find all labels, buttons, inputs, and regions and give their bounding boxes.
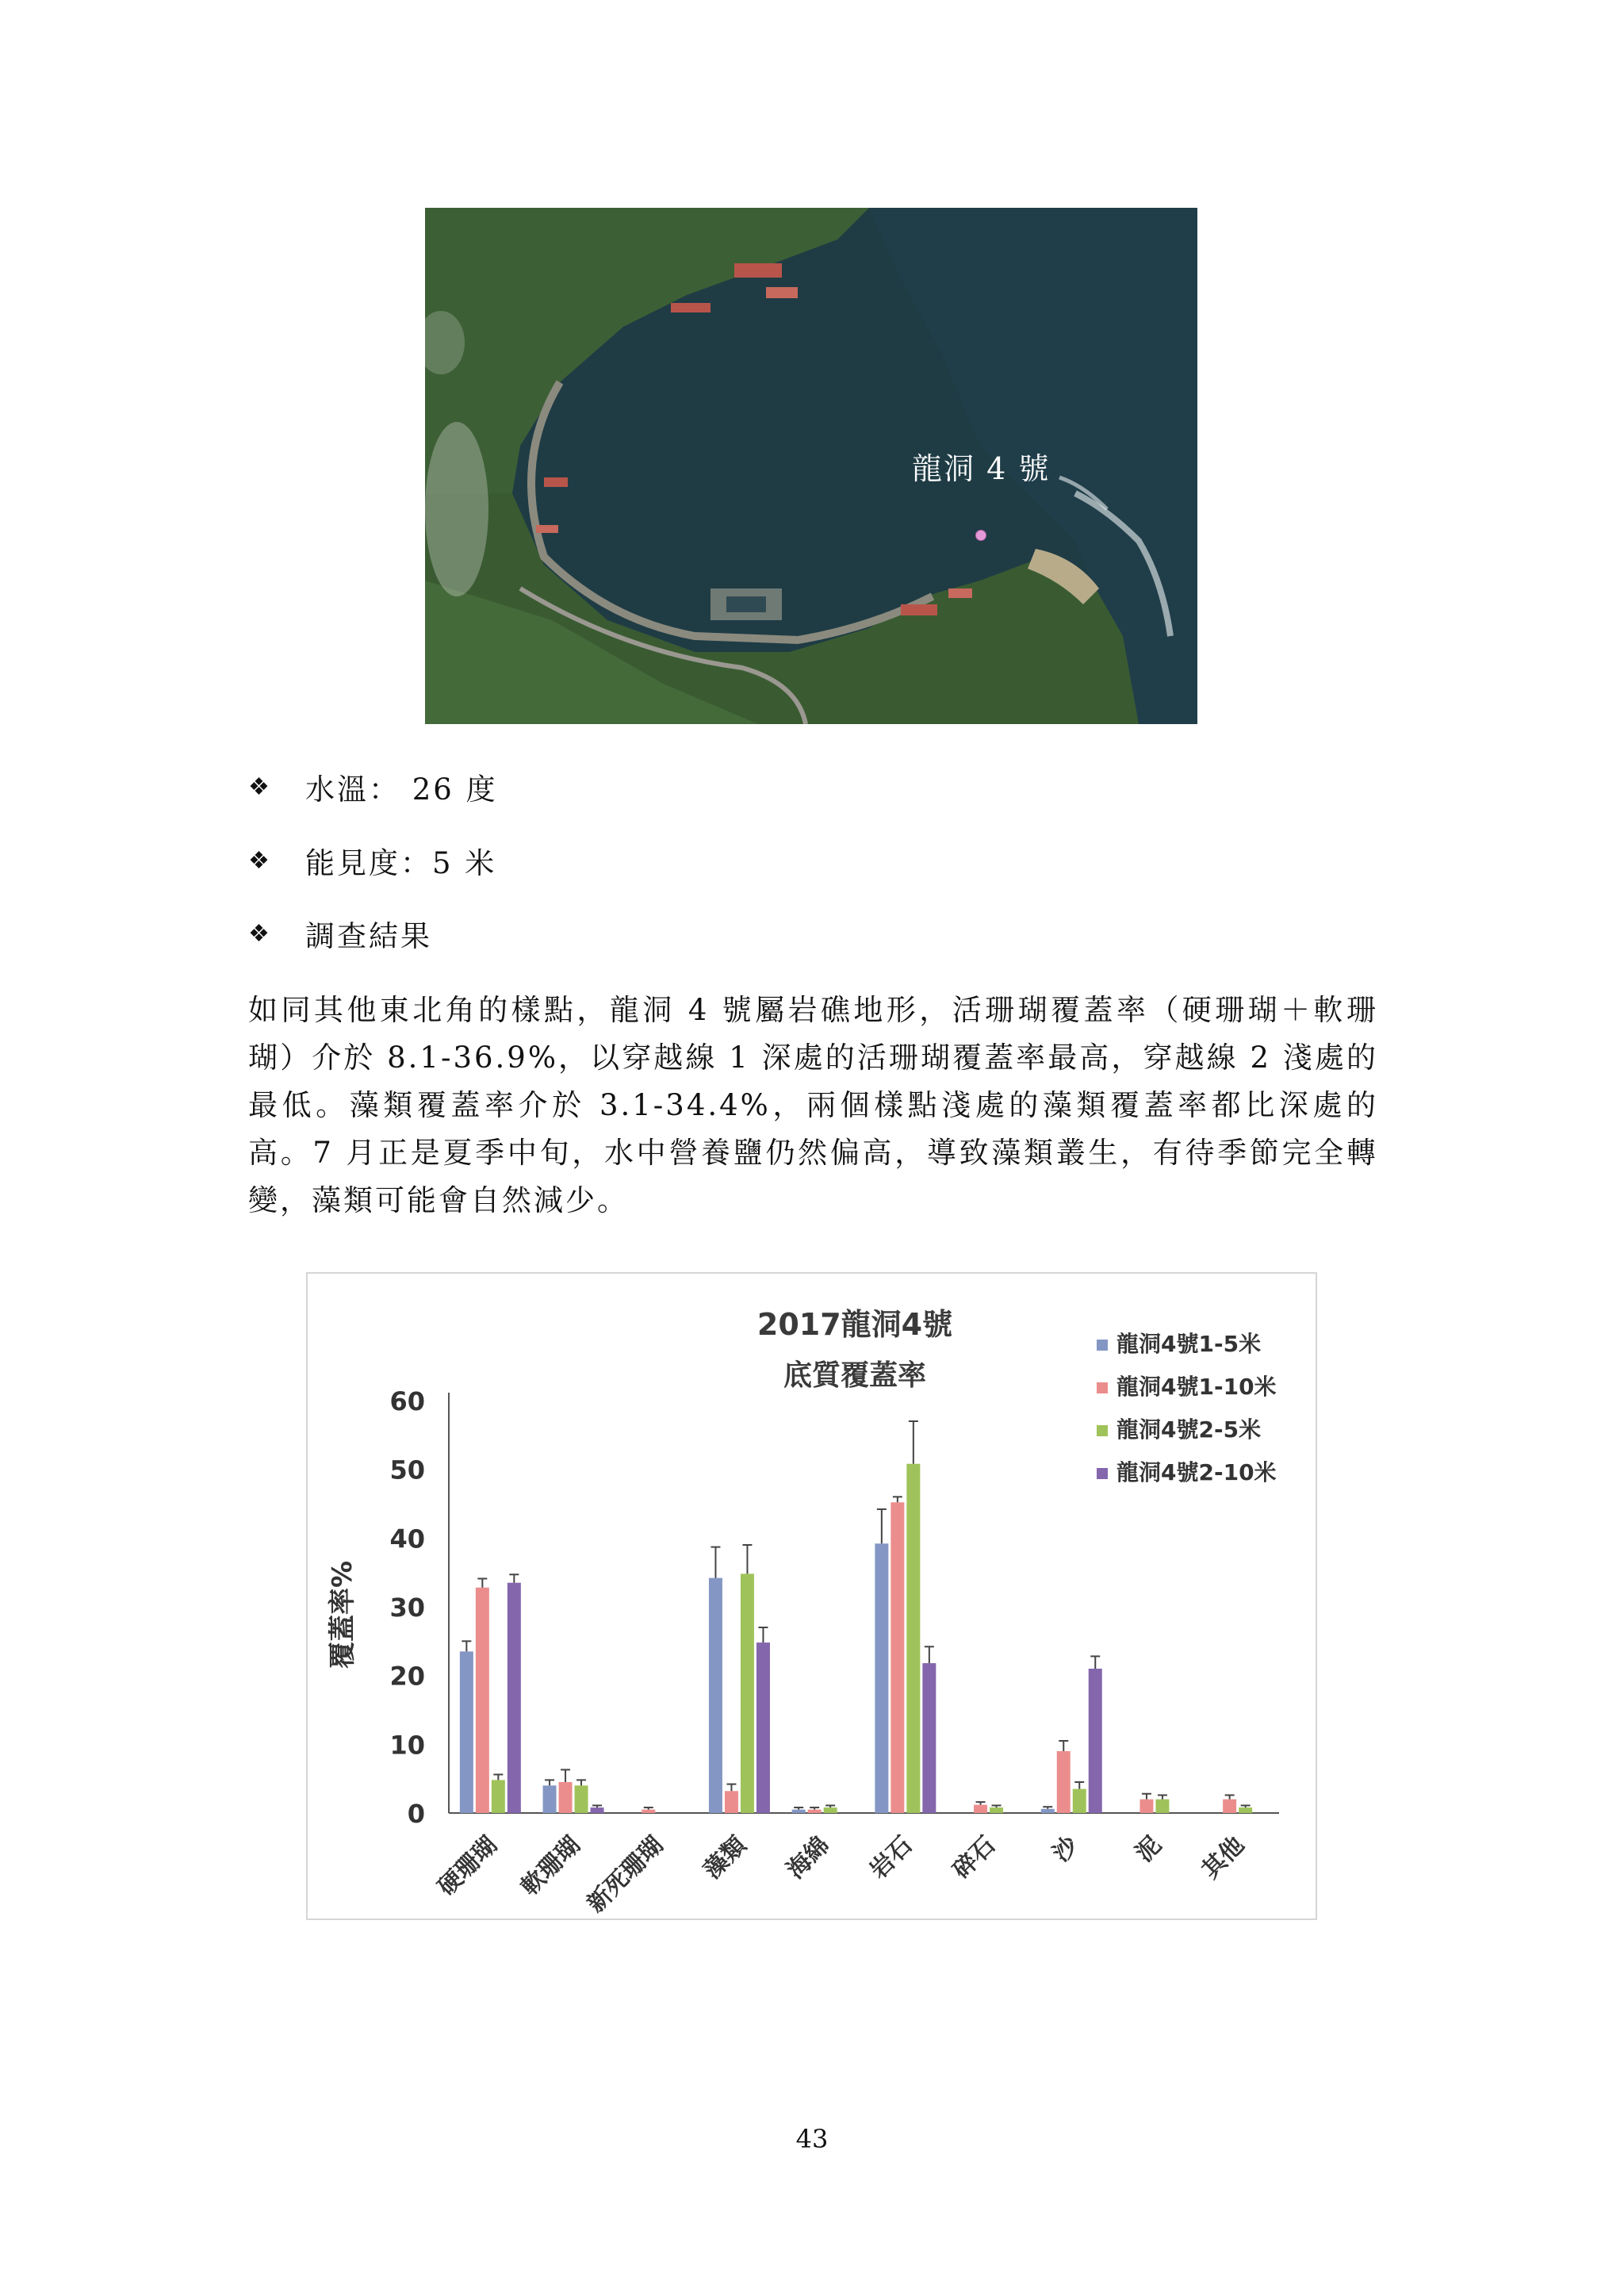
bullet-water-temp: [248, 767, 498, 807]
x-tick-label: 其他: [1197, 1830, 1251, 1885]
bar-0-0: [460, 1651, 473, 1813]
y-tick-label: 20: [389, 1661, 425, 1692]
bar-1-1: [559, 1782, 573, 1813]
bar-2-5: [906, 1464, 920, 1813]
bar-3-5: [922, 1663, 936, 1813]
x-tick-label: 藻類: [698, 1830, 753, 1885]
bar-0-5: [875, 1543, 888, 1813]
y-axis-label: 覆蓋率%: [327, 1560, 358, 1669]
x-tick-label: 泥: [1130, 1830, 1167, 1868]
bullet-text: 能見度：5 米: [305, 846, 497, 880]
bar-1-5: [891, 1502, 904, 1813]
aerial-map-drawing: [425, 208, 1197, 724]
aerial-map-image: [425, 208, 1197, 724]
legend-label: 龍洞4號2-10米: [1116, 1459, 1277, 1485]
bar-2-4: [824, 1807, 837, 1813]
x-tick-label: 硬珊瑚: [432, 1830, 504, 1902]
legend-swatch: [1097, 1382, 1108, 1393]
page-number: 43: [795, 2124, 829, 2154]
bar-1-8: [1139, 1800, 1153, 1813]
bullet-visibility: [248, 841, 496, 880]
bullet-text: 水溫： 26 度: [305, 772, 498, 807]
bar-1-3: [725, 1791, 738, 1813]
results-paragraph: 如同其他東北角的樣點，龍洞 4 號屬岩礁地形，活珊瑚覆蓋率（硬珊瑚＋軟珊瑚）介於 8.1-36.9%，以穿越線 1 深處的活珊瑚覆蓋率最高，穿越線 2 淺處的最低。藻類覆蓋率介於 3.1-34.4%，兩個樣點淺處的藻類覆蓋率都比深處的高。7 月正是夏季中旬，水中營養鹽仍然偏高，導致藻類叢生，有待季節完全轉變，藻類可能會自然減少。: [248, 993, 1378, 1217]
bar-2-3: [741, 1573, 754, 1813]
bar-2-8: [1155, 1800, 1169, 1813]
diamond-bullet-icon: ❖: [248, 919, 272, 948]
bar-2-7: [1073, 1789, 1086, 1813]
bar-0-4: [792, 1810, 806, 1813]
bar-1-7: [1057, 1751, 1071, 1813]
legend-swatch: [1097, 1340, 1108, 1351]
bar-1-4: [808, 1810, 822, 1813]
bar-1-0: [476, 1588, 489, 1813]
bar-0-1: [543, 1785, 557, 1813]
bar-2-9: [1239, 1807, 1252, 1813]
bar-2-0: [492, 1780, 505, 1813]
substrate-coverage-chart: [306, 1272, 1317, 1920]
y-tick-label: 30: [389, 1593, 425, 1623]
x-tick-label: 新死珊瑚: [581, 1830, 669, 1918]
x-tick-label: 沙: [1047, 1830, 1084, 1868]
legend-label: 龍洞4號2-5米: [1116, 1416, 1262, 1443]
x-tick-label: 岩石: [864, 1830, 918, 1885]
bullet-text: 調查結果: [305, 919, 432, 953]
diamond-bullet-icon: ❖: [248, 772, 272, 801]
y-tick-label: 50: [389, 1455, 425, 1485]
bar-1-6: [974, 1805, 987, 1813]
x-tick-label: 海綿: [781, 1830, 835, 1885]
chart-subtitle: 底質覆蓋率: [783, 1359, 927, 1392]
x-tick-label: 碎石: [948, 1830, 1002, 1885]
y-tick-label: 60: [389, 1386, 425, 1416]
y-tick-label: 10: [389, 1730, 425, 1761]
bar-3-3: [756, 1642, 770, 1813]
diamond-bullet-icon: ❖: [248, 846, 272, 875]
chart-svg: [308, 1274, 1316, 1918]
bar-3-7: [1089, 1669, 1102, 1813]
bar-0-3: [709, 1578, 722, 1813]
bar-0-7: [1041, 1809, 1055, 1813]
x-tick-label: 軟珊瑚: [515, 1830, 586, 1902]
legend-swatch: [1097, 1468, 1108, 1479]
bar-2-1: [575, 1785, 588, 1813]
chart-title: 2017龍洞4號: [756, 1307, 953, 1342]
y-tick-label: 40: [389, 1524, 425, 1554]
y-tick-label: 0: [407, 1799, 425, 1829]
legend-label: 龍洞4號1-10米: [1116, 1374, 1277, 1400]
bar-3-1: [591, 1807, 604, 1813]
legend-swatch: [1097, 1425, 1108, 1436]
sampling-site-marker: [975, 530, 986, 541]
bar-3-0: [508, 1583, 521, 1813]
bar-1-2: [642, 1810, 655, 1813]
bar-1-9: [1223, 1800, 1236, 1813]
legend-label: 龍洞4號1-5米: [1116, 1331, 1262, 1357]
chart-legend: [1097, 1331, 1277, 1485]
bullet-survey-results: [248, 914, 432, 953]
bar-2-6: [990, 1807, 1003, 1813]
sampling-site-label: 龍洞 4 號: [912, 451, 1051, 486]
